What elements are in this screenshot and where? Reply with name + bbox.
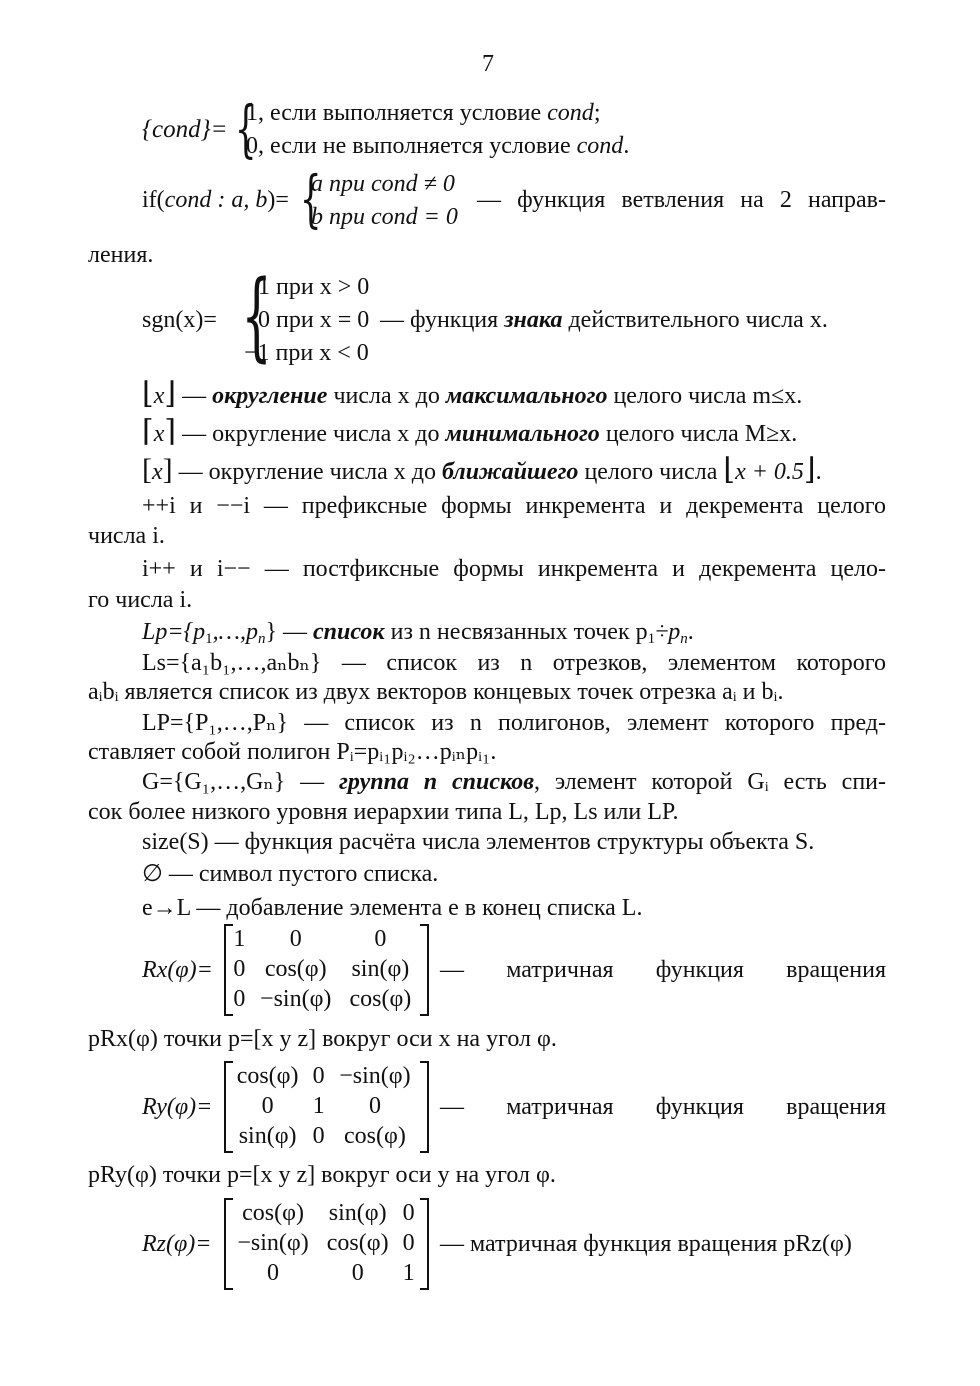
- rx-description-cont: pRx(φ) точки p=[x y z] вокруг оси x на угол φ.: [88, 1026, 557, 1052]
- lp-bold: список: [313, 619, 385, 645]
- floor-bracket-right: ⌋: [164, 377, 177, 410]
- rz-matrix-cell: 0: [402, 1230, 415, 1256]
- ry-description-cont: pRy(φ) точки p=[x y z] вокруг оси y на угол φ.: [88, 1162, 556, 1188]
- ry-matrix-cell: 0: [261, 1093, 274, 1119]
- sgn-desc-a: — функция: [380, 307, 505, 333]
- if-fn: if: [142, 187, 157, 213]
- lpoly-line-2: ставляет собой полигон Pᵢ=pᵢ₁pᵢ₂…pᵢₙpᵢ₁.: [88, 739, 497, 765]
- rx-description: [440, 958, 886, 982]
- sgn-lhs: sgn(x)=: [142, 307, 217, 333]
- group-line-1: [142, 770, 886, 794]
- rx-matrix-cell: 0: [289, 926, 302, 952]
- rx-matrix-cell: 0: [233, 956, 246, 982]
- group-l1a: G={G₁,…,Gₙ} —: [142, 769, 340, 795]
- ls-line-2: aᵢbᵢ является список из двух векторов концевых точек отрезка aᵢ и bᵢ.: [88, 679, 784, 705]
- rx-desc-1: матричная: [506, 957, 614, 983]
- lp-e: } —: [265, 619, 314, 645]
- floor-text-2: целого числа m≤x.: [607, 383, 803, 409]
- rz-matrix-cell: sin(φ): [328, 1200, 387, 1226]
- if-lhs: if(cond : a, b)=: [142, 187, 289, 213]
- rx-matrix-cell: 0: [233, 986, 246, 1012]
- round-symbol: x: [152, 459, 163, 485]
- round-definition: [142, 455, 822, 485]
- floor-definition: [142, 379, 802, 409]
- ceil-bracket-right: ⌉: [164, 415, 177, 448]
- lp-a: Lp={p: [142, 619, 206, 645]
- postfix-line-2: го числа i.: [88, 587, 193, 613]
- rx-matrix-cell: cos(φ): [264, 956, 327, 982]
- floor-text-1: числа x до: [327, 383, 446, 409]
- rx-matrix-cell: sin(φ): [351, 956, 410, 982]
- ry-matrix-cell: cos(φ): [344, 1123, 406, 1149]
- round-text-1: — округление числа x до: [178, 459, 442, 485]
- sgn-desc-c: действительного числа x.: [562, 307, 828, 333]
- if-description-cont: ления.: [88, 242, 154, 268]
- sgn-desc-bold: знака: [504, 307, 563, 333]
- ry-matrix-cell: 0: [312, 1123, 325, 1149]
- group-l1c: , элемент которой Gᵢ есть спи-: [533, 769, 887, 795]
- floor-bracket-left: ⌊: [142, 377, 154, 410]
- ceil-symbol: x: [153, 421, 165, 447]
- page-number: 7: [482, 51, 494, 77]
- sgn-case-1: 1 при x > 0: [258, 274, 370, 300]
- if-case-1: a при cond ≠ 0: [311, 171, 455, 197]
- rz-matrix: [228, 1198, 420, 1288]
- rx-desc-3: вращения: [786, 957, 886, 983]
- ry-matrix-row: [228, 1091, 420, 1121]
- lpoly-line-1: LP={P₁,…,Pₙ} — список из n полигонов, элемент которого пред-: [142, 710, 886, 736]
- cond-case-2-end: .: [623, 133, 630, 159]
- rz-matrix-cell: −sin(φ): [237, 1230, 309, 1256]
- group-line-2: сок более низкого уровня иерархии типа L, Lp, Ls или LP.: [88, 799, 679, 825]
- round-arg: x + 0.5: [735, 459, 804, 485]
- sgn-description: [380, 308, 828, 332]
- lp-k: .: [687, 619, 694, 645]
- lp-b: 1: [205, 631, 213, 647]
- prefix-line-2: числа i.: [88, 523, 165, 549]
- floor-bold-2: максимального: [445, 383, 608, 409]
- ceil-text-1: — округление числа x до: [182, 421, 446, 447]
- if-case-2: b при cond = 0: [311, 204, 458, 230]
- ry-matrix-row: [228, 1061, 420, 1091]
- lp-i: ÷p: [655, 619, 681, 645]
- round-bracket-right: ]: [162, 453, 173, 486]
- rz-description: — матричная функция вращения pRz(φ): [440, 1231, 852, 1257]
- rz-matrix-cell: cos(φ): [326, 1230, 389, 1256]
- lp-definition: [142, 620, 694, 647]
- ry-bracket-right: [420, 1061, 429, 1153]
- rz-bracket-right: [420, 1198, 429, 1290]
- prefix-line-1: ++i и −−i — префиксные формы инкремента и декремента целого: [142, 493, 886, 519]
- sgn-case-3: −1 при x < 0: [244, 340, 369, 366]
- brace-icon: {: [299, 162, 322, 235]
- ry-matrix-cell: 0: [368, 1093, 381, 1119]
- rz-matrix-cell: 0: [267, 1260, 280, 1286]
- rx-lhs: Rx(φ)=: [142, 957, 213, 983]
- rz-lhs: Rz(φ)=: [142, 1231, 212, 1257]
- size-definition: size(S) — функция расчёта числа элементов структуры объекта S.: [142, 829, 815, 855]
- ry-lhs: Ry(φ)=: [142, 1094, 213, 1120]
- lp-h: 1: [647, 631, 656, 647]
- cond-lhs: {cond}=: [142, 116, 228, 143]
- rx-matrix-row: [228, 954, 420, 984]
- rx-matrix: [228, 924, 420, 1014]
- round-floor-right: ⌋: [803, 453, 816, 486]
- ry-desc-1: матричная: [506, 1094, 614, 1120]
- postfix-line-1: i++ и i−− — постфиксные формы инкремента и декремента цело-: [142, 556, 886, 582]
- floor-bold-1: округление: [212, 383, 328, 409]
- group-bold: группа n списков: [339, 769, 534, 795]
- ry-matrix-cell: 1: [312, 1093, 325, 1119]
- ls-line-1: Ls={a₁b₁,…,aₙbₙ} — список из n отрезков, элементом которого: [142, 650, 886, 676]
- ry-desc-2: функция: [655, 1094, 744, 1120]
- ry-desc-0: —: [440, 1094, 464, 1120]
- ry-matrix-cell: sin(φ): [238, 1123, 297, 1149]
- if-eq: =: [275, 187, 289, 213]
- round-text-2: целого числа: [578, 459, 724, 485]
- ceil-bracket-left: ⌈: [142, 415, 154, 448]
- empty-list-definition: ∅ — символ пустого списка.: [142, 861, 439, 887]
- ceil-bold: минимального: [445, 421, 600, 447]
- lp-g: из n несвязанных точек p: [384, 619, 648, 645]
- ceil-text-2: целого числа M≥x.: [599, 421, 798, 447]
- if-description: — функция ветвления на 2 направ-: [477, 187, 886, 213]
- round-end: .: [815, 459, 822, 485]
- append-definition: e→L — добавление элемента e в конец списка L.: [142, 895, 643, 921]
- floor-symbol: x: [153, 383, 165, 409]
- cond-case-1-var: cond: [547, 100, 594, 126]
- lp-d: n: [257, 631, 266, 647]
- rx-matrix-cell: −sin(φ): [260, 986, 332, 1012]
- sgn-case-2: 0 при x = 0: [258, 307, 370, 333]
- rz-matrix-cell: cos(φ): [242, 1200, 304, 1226]
- cond-case-2-var: cond: [576, 133, 624, 159]
- rx-desc-2: функция: [655, 957, 744, 983]
- rx-matrix-cell: 0: [374, 926, 387, 952]
- rz-matrix-cell: 0: [351, 1260, 364, 1286]
- ry-matrix-row: [228, 1121, 420, 1151]
- lp-j: n: [680, 631, 688, 647]
- rx-matrix-cell: cos(φ): [349, 986, 412, 1012]
- rz-matrix-cell: 1: [402, 1260, 415, 1286]
- ry-description: [440, 1095, 886, 1119]
- cond-case-1-text: 1, если выполняется условие: [246, 100, 548, 126]
- round-bracket-left: [: [142, 453, 152, 486]
- rz-matrix-row: [228, 1198, 420, 1228]
- rz-matrix-row: [228, 1228, 420, 1258]
- ry-matrix: [228, 1061, 420, 1151]
- cond-case-1: [246, 101, 600, 125]
- ry-matrix-cell: cos(φ): [236, 1063, 299, 1089]
- if-args: cond : a, b: [164, 187, 268, 213]
- rz-matrix-row: [228, 1258, 420, 1288]
- ry-matrix-cell: −sin(φ): [339, 1063, 411, 1089]
- rx-desc-0: —: [440, 957, 464, 983]
- rx-bracket-right: [420, 924, 429, 1016]
- brace-icon: {: [241, 260, 272, 372]
- brace-icon: {: [234, 92, 257, 165]
- rz-matrix-cell: 0: [402, 1200, 415, 1226]
- cond-case-2: [246, 134, 629, 158]
- cond-case-2-text: 0, если не выполняется условие: [246, 133, 577, 159]
- lp-c: ,…,p: [212, 619, 258, 645]
- round-floor-left: ⌊: [723, 453, 736, 486]
- ry-matrix-cell: 0: [312, 1063, 325, 1089]
- ry-desc-3: вращения: [786, 1094, 886, 1120]
- rx-matrix-cell: 1: [233, 926, 246, 952]
- rx-matrix-row: [228, 984, 420, 1014]
- round-bold: ближайшего: [442, 459, 579, 485]
- cond-case-1-end: ;: [593, 100, 601, 126]
- rx-matrix-row: [228, 924, 420, 954]
- floor-dash: —: [182, 383, 213, 409]
- ceil-definition: [142, 417, 797, 447]
